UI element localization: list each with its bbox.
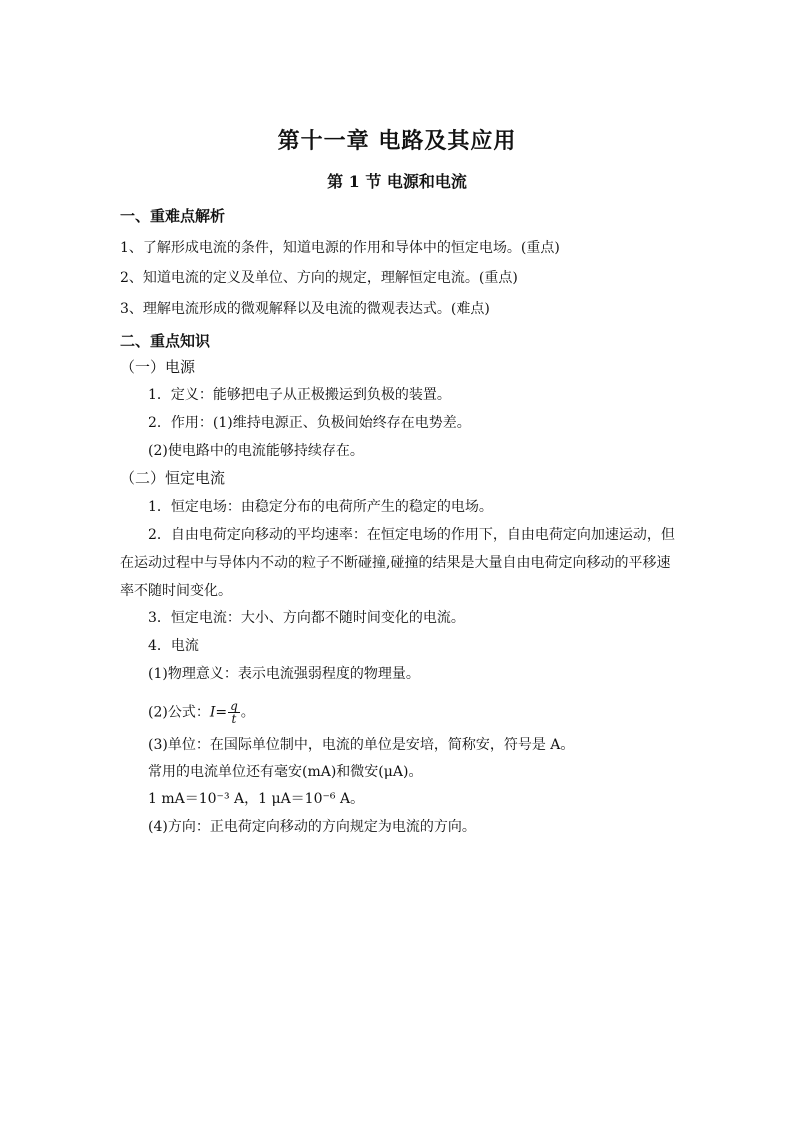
drift-velocity-line-1: 2．自由电荷定向移动的平均速率：在恒定电场的作用下，自由电荷定向加速运动，但 [148,527,675,543]
formula-lhs: I= [209,704,228,721]
steady-field: 1．恒定电场：由稳定分布的电荷所产生的稳定的电场。 [148,499,493,515]
heading-key-points: 一、重难点解析 [120,207,226,225]
key-point-3: 3、理解电流形成的微观解释以及电流的微观表达式。(难点) [120,301,490,317]
key-point-1: 1、了解形成电流的条件，知道电源的作用和导体中的恒定电场。(重点) [120,240,560,256]
unit-conversion: 1 mA＝10⁻³ A，1 μA＝10⁻⁶ A。 [148,791,365,807]
drift-velocity-line-2: 在运动过程中与导体内不动的粒子不断碰撞,碰撞的结果是大量自由电荷定向移动的平移速 [120,555,671,571]
current-meaning: (1)物理意义：表示电流强弱程度的物理量。 [148,666,420,682]
formula-fraction [228,700,240,725]
power-definition: 1．定义：能够把电子从正极搬运到负极的装置。 [148,387,451,403]
drift-velocity-line-3: 率不随时间变化。 [120,583,232,599]
power-function-1: 2．作用：(1)维持电源正、负极间始终存在电势差。 [148,415,471,431]
current-unit: (3)单位：在国际单位制中，电流的单位是安培，简称安，符号是 A。 [148,737,575,753]
subheading-power-source: （一）电源 [120,358,196,376]
formula-prefix: (2)公式： [148,704,210,721]
current-direction: (4)方向：正电荷定向移动的方向规定为电流的方向。 [148,819,476,835]
subheading-steady-current: （二）恒定电流 [120,469,226,487]
section-title: 第 1 节 电源和电流 [327,172,467,191]
formula-suffix: 。 [240,704,255,721]
common-units: 常用的电流单位还有毫安(mA)和微安(μA)。 [148,764,423,780]
power-function-2: (2)使电路中的电流能够持续存在。 [148,443,364,459]
formula-numerator: q [230,699,238,713]
chapter-title: 第十一章 电路及其应用 [277,128,517,154]
heading-key-knowledge: 二、重点知识 [120,332,211,350]
current-formula [148,700,255,725]
current-heading: 4．电流 [148,638,199,654]
key-point-2: 2、知道电流的定义及单位、方向的规定，理解恒定电流。(重点) [120,270,518,286]
formula-denominator: t [231,712,237,726]
steady-current-def: 3．恒定电流：大小、方向都不随时间变化的电流。 [148,610,465,626]
